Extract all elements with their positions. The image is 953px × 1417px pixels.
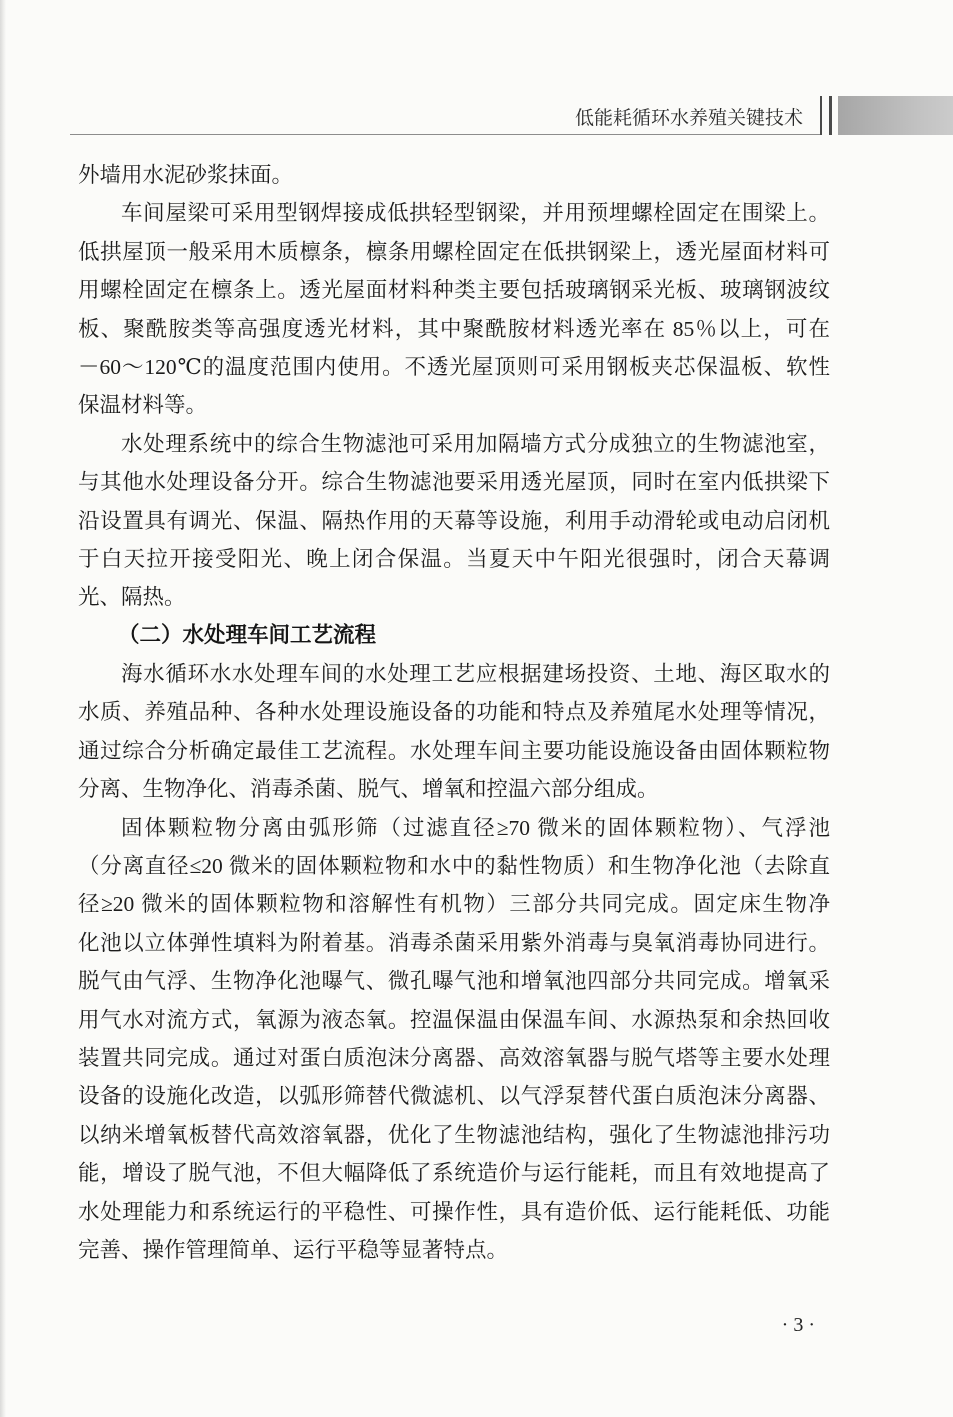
header-tab-block [838,96,953,135]
text-line: 外墙用水泥砂浆抹面。 [78,163,294,187]
text-line: 以纳米增氧板替代高效溶氧器，优化了生物滤池结构，强化了生物滤池排污功 [78,1122,830,1147]
text-line: 径≥20 微米的固体颗粒物和溶解性有机物）三部分共同完成。固定床生物净 [78,892,830,917]
text-line: 化池以立体弹性填料为附着基。消毒杀菌采用紫外消毒与臭氧消毒协同进行。 [78,930,830,955]
text-line: －60～120℃的温度范围内使用。不透光屋顶则可采用钢板夹芯保温板、软性 [78,354,830,379]
page-number: · 3 · [781,1314,815,1336]
header-tab-bar [829,96,832,135]
paragraph [78,809,830,1270]
page-body [78,156,830,1269]
section-heading: （二）水处理车间工艺流程 [118,622,377,648]
text-line: 固体颗粒物分离由弧形筛（过滤直径≥70 微米的固体颗粒物）、气浮池 [121,815,830,840]
text-line: 水处理系统中的综合生物滤池可采用加隔墙方式分成独立的生物滤池室， [121,431,830,456]
text-line: 用螺栓固定在檩条上。透光屋面材料种类主要包括玻璃钢采光板、玻璃钢波纹 [78,278,830,303]
header-rule [70,134,822,135]
text-line: 于白天拉开接受阳光、晚上闭合保温。当夏天中午阳光很强时，闭合天幕调 [78,546,830,571]
text-line: 设备的设施化改造，以弧形筛替代微滤机、以气浮泵替代蛋白质泡沫分离器、 [78,1084,830,1109]
text-line: 保温材料等。 [78,393,208,418]
text-line: 水处理能力和系统运行的平稳性、可操作性，具有造价低、运行能耗低、功能 [78,1199,830,1224]
text-line: 低拱屋顶一般采用木质檩条，檩条用螺栓固定在低拱钢梁上，透光屋面材料可 [78,239,830,264]
text-line: 水质、养殖品种、各种水处理设施设备的功能和特点及养殖尾水处理等情况， [78,700,830,725]
text-line: 光、隔热。 [78,585,186,610]
paragraph [78,156,830,194]
running-header-title: 低能耗循环水养殖关键技术 [574,107,803,129]
paragraph [78,425,830,617]
text-line: 分离、生物净化、消毒杀菌、脱气、增氧和控温六部分组成。 [78,777,659,802]
text-line: 板、聚酰胺类等高强度透光材料，其中聚酰胺材料透光率在 85％以上，可在 [78,316,830,341]
page-edge-shadow [0,0,6,1417]
text-line: 海水循环水水处理车间的水处理工艺应根据建场投资、土地、海区取水的 [121,662,830,687]
text-line: 脱气由气浮、生物净化池曝气、微孔曝气池和增氧池四部分共同完成。增氧采 [78,969,830,994]
text-line: 通过综合分析确定最佳工艺流程。水处理车间主要功能设施设备由固体颗粒物 [78,738,830,763]
text-line: 用气水对流方式，氧源为液态氧。控温保温由保温车间、水源热泵和余热回收 [78,1007,830,1032]
text-line: 能，增设了脱气池，不但大幅降低了系统造价与运行能耗，而且有效地提高了 [78,1161,830,1186]
text-line: 沿设置具有调光、保温、隔热作用的天幕等设施，利用手动滑轮或电动启闭机 [78,508,830,533]
text-line: （分离直径≤20 微米的固体颗粒物和水中的黏性物质）和生物净化池（去除直 [78,854,830,879]
paragraph [78,655,830,809]
text-line: 与其他水处理设备分开。综合生物滤池要采用透光屋顶，同时在室内低拱梁下 [78,470,830,495]
text-line: 完善、操作管理简单、运行平稳等显著特点。 [78,1237,509,1262]
paragraph [78,194,830,424]
text-line: 车间屋梁可采用型钢焊接成低拱轻型钢梁，并用预埋螺栓固定在围梁上。 [121,201,830,226]
header-tab-bar [820,96,822,135]
text-line: 装置共同完成。通过对蛋白质泡沫分离器、高效溶氧器与脱气塔等主要水处理 [78,1045,830,1070]
